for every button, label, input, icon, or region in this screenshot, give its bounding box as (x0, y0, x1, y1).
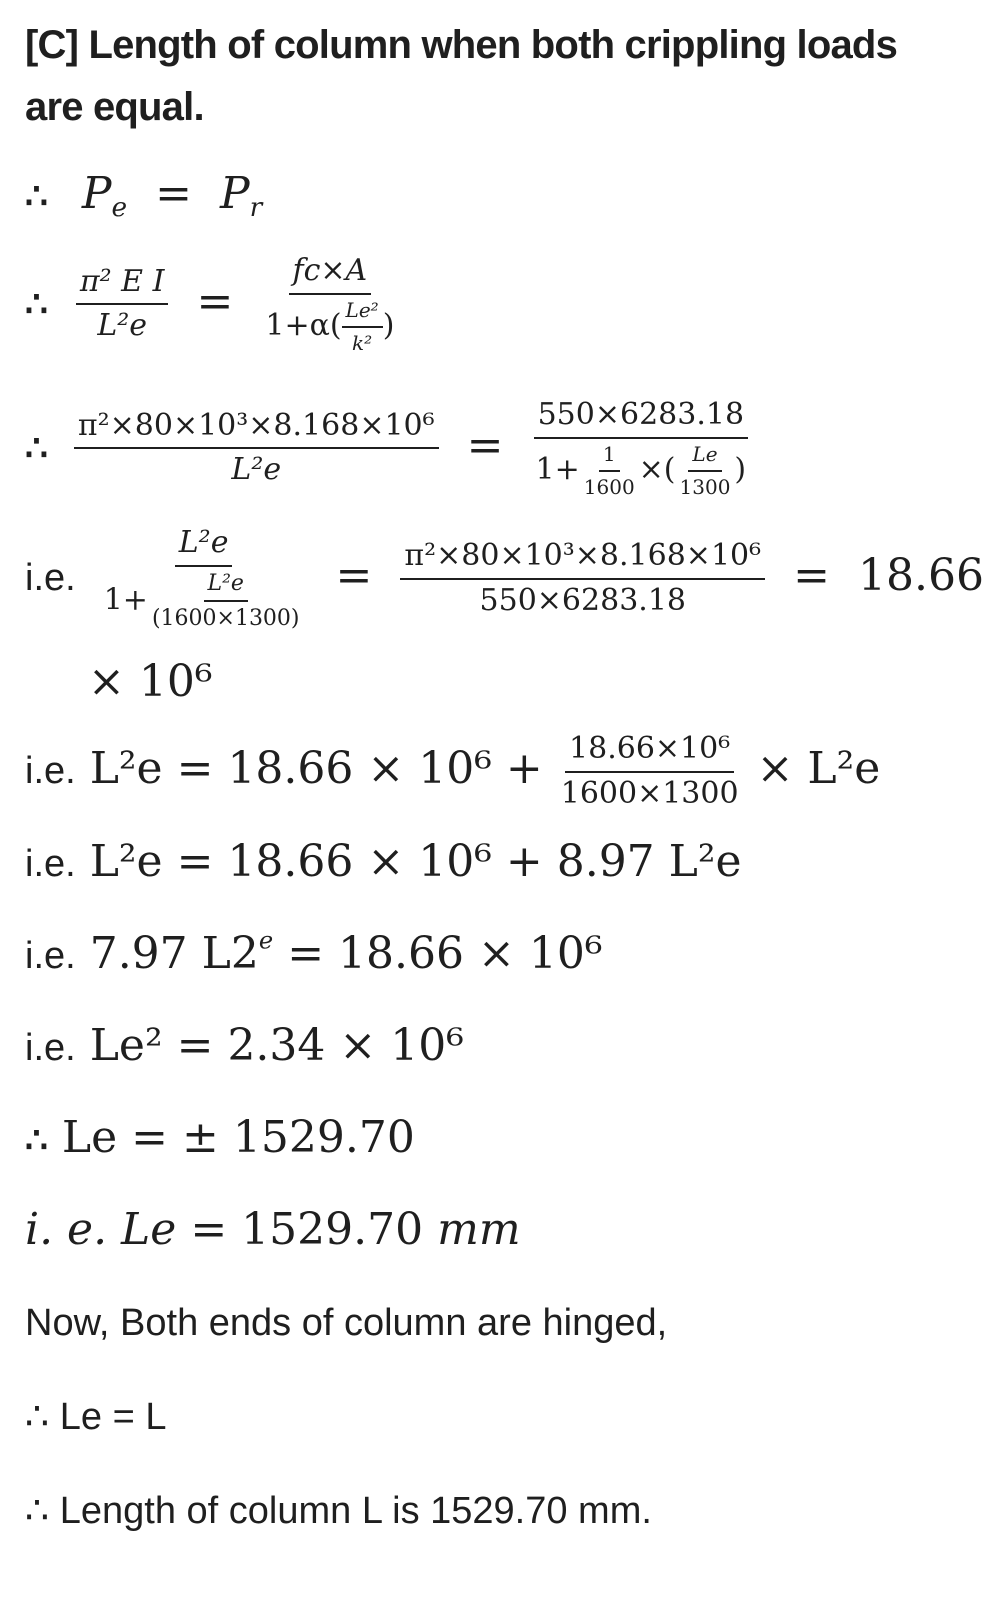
equation-pe-equals-pr: ∴ $P_e = P_r$ (25, 168, 263, 223)
equation-euler-rankine: ∴ $\frac{\text{π² E I}}{\text{L²e}}$ = fc×A 1+α( $\frac{\text{Le²}}{\text{k²}}$ ) (25, 254, 398, 355)
therefore-symbol: ∴ (25, 1396, 50, 1438)
note-hinged-ends: Now, Both ends of column are hinged, (25, 1302, 668, 1344)
fraction-coefficient: $\frac{\text{18.66×10⁶}}{1600\times 1300}$ (560, 731, 739, 811)
fraction-le-ratio: L²e 1+ $\frac{\text{L²e}}{(1600\times 1300)}$ (103, 525, 300, 631)
equation-step-9: ∴ Le = ± 1529.70 (25, 1112, 415, 1163)
equation-step-8: i.e. Le² = 2.34 × 10⁶ (25, 1020, 464, 1071)
equation-continuation: × 10⁶ (88, 656, 213, 707)
equation-step-7: i.e. 7.97 $L2^e = 18.66 \times 10^6$ (25, 926, 603, 979)
therefore-symbol: ∴ (25, 175, 48, 217)
ie-label: i.e. (25, 935, 76, 977)
fraction-euler: $\frac{\text{π² E I}}{\text{L²e}}$ (76, 265, 169, 344)
fraction-rankine: fc×A 1+α( $\frac{\text{Le²}}{\text{k²}}$ ) (265, 253, 395, 355)
ie-label: i.e. (25, 750, 76, 792)
equation-rearranged: i.e. L²e 1+ $\frac{\text{L²e}}{(1600\times 1300)}$ = $\frac{\text{π²×80×10³×8.168×10⁶}}{550\times 6283.18}$ = 18.66 (25, 525, 984, 631)
therefore-symbol: ∴ (25, 426, 48, 469)
conclusion: ∴ Length of column L is 1529.70 mm. (25, 1490, 652, 1532)
ie-label: i.e. (25, 843, 76, 885)
section-heading: [C] Length of column when both crippling loads are equal. (25, 23, 898, 129)
equation-step-10: i. e. Le = 1529.70 mm (25, 1204, 521, 1255)
fraction-rankine-values: 550×6283.18 1+ $\frac{1}{1600}$ ×( $\frac{Le}{1300}$ ) (535, 397, 747, 499)
ie-label: i.e. (25, 557, 76, 600)
fraction-constant: $\frac{\text{π²×80×10³×8.168×10⁶}}{550\times 6283.18}$ (400, 539, 765, 618)
equation-step-5: i.e. L²e = 18.66 × 10⁶ + $\frac{\text{18.66×10⁶}}{1600\times 1300}$ × L²e (25, 731, 881, 811)
note-le-equals-l: ∴ Le = L (25, 1396, 167, 1438)
equation-substituted: ∴ $\frac{\text{π²×80×10³×8.168×10⁶}}{\text{L²e}}$ = 550×6283.18 1+ $\frac{1}{1600}$ ×( $\frac{Le}{1300}$ ) (25, 398, 750, 499)
therefore-symbol: ∴ (25, 282, 48, 325)
therefore-symbol: ∴ (25, 1490, 50, 1532)
therefore-symbol: ∴ (25, 1119, 48, 1161)
equation-step-6: i.e. L²e = 18.66 × 10⁶ + 8.97 L²e (25, 836, 742, 887)
fraction-euler-values: $\frac{\text{π²×80×10³×8.168×10⁶}}{\text{L²e}}$ (74, 409, 439, 488)
ie-label: i.e. (25, 1027, 76, 1069)
